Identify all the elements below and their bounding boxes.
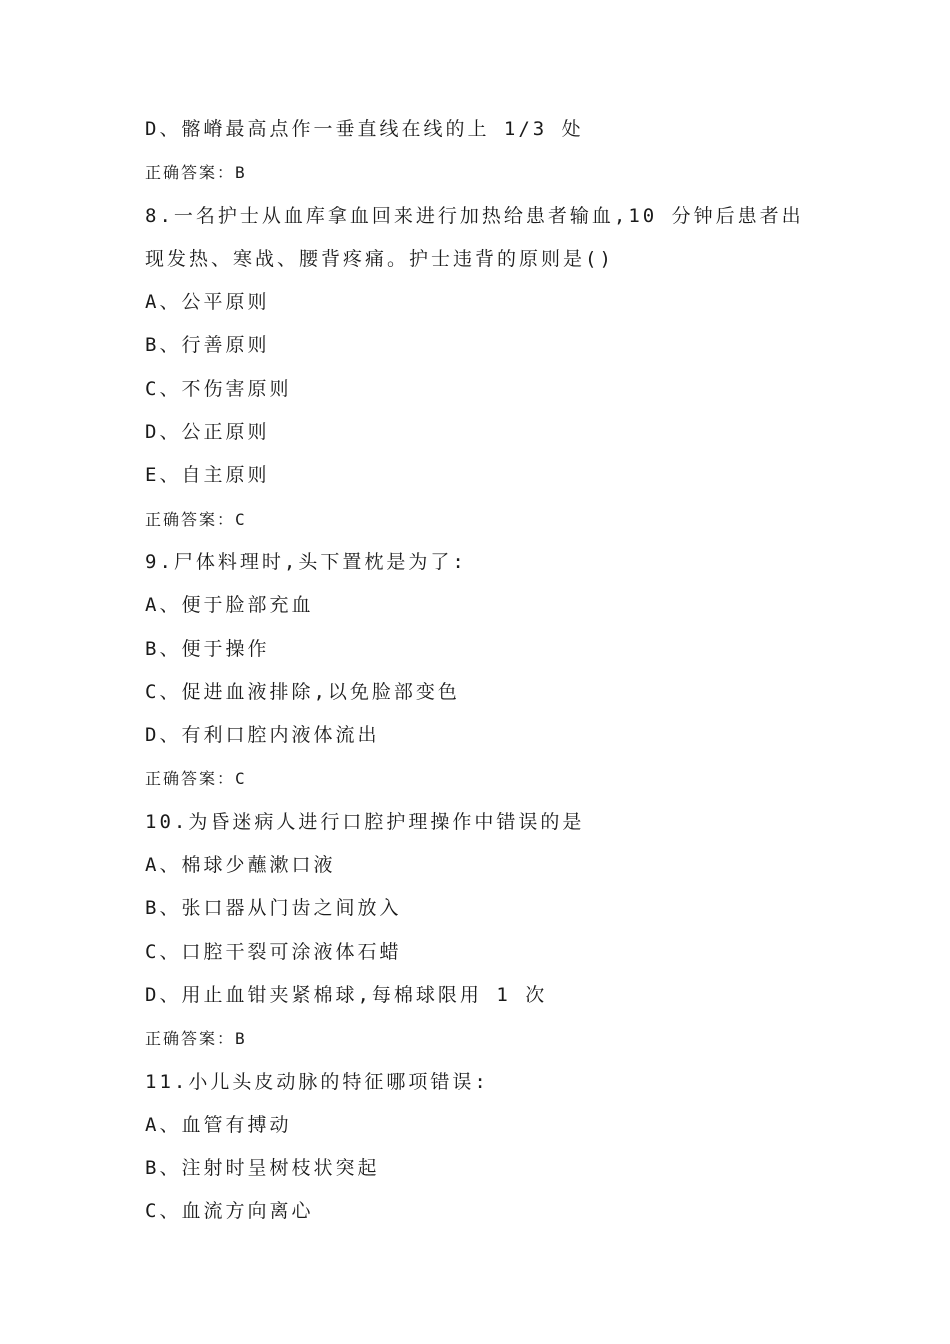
option-line: C、不伤害原则: [145, 377, 292, 400]
option-line: C、血流方向离心: [145, 1200, 314, 1223]
option-line: E、自主原则: [145, 464, 270, 487]
option-line: D、用止血钳夹紧棉球,每棉球限用 1 次: [145, 983, 548, 1006]
option-line: D、公正原则: [145, 421, 270, 444]
option-line: A、公平原则: [145, 291, 270, 314]
question-line: 9.尸体料理时,头下置枕是为了:: [145, 550, 467, 573]
option-line: B、便于操作: [145, 637, 270, 660]
question-line-continued: 现发热、寒战、腰背疼痛。护士违背的原则是(): [145, 247, 614, 270]
option-line: D、髂嵴最高点作一垂直线在线的上 1/3 处: [145, 118, 584, 140]
option-line: B、注射时呈树枝状突起: [145, 1157, 380, 1180]
question-line: 11.小儿头皮动脉的特征哪项错误:: [145, 1070, 489, 1093]
option-line: A、血管有搏动: [145, 1113, 292, 1136]
answer-line: 正确答案：B: [145, 1029, 247, 1049]
option-line: B、行善原则: [145, 334, 270, 357]
option-line: C、促进血液排除,以免脸部变色: [145, 680, 460, 703]
option-line: C、口腔干裂可涂液体石蜡: [145, 940, 402, 963]
answer-line: 正确答案：B: [145, 163, 247, 183]
question-line: 10.为昏迷病人进行口腔护理操作中错误的是: [145, 810, 585, 833]
answer-line: 正确答案：C: [145, 509, 247, 529]
question-line: 8.一名护士从血库拿血回来进行加热给患者输血,10 分钟后患者出: [145, 204, 804, 227]
answer-line: 正确答案：C: [145, 769, 247, 789]
option-line: B、张口器从门齿之间放入: [145, 897, 402, 920]
document-page: [145, 108, 835, 1234]
option-line: D、有利口腔内液体流出: [145, 724, 380, 747]
option-line: A、棉球少蘸漱口液: [145, 854, 336, 877]
option-line: A、便于脸部充血: [145, 594, 314, 617]
